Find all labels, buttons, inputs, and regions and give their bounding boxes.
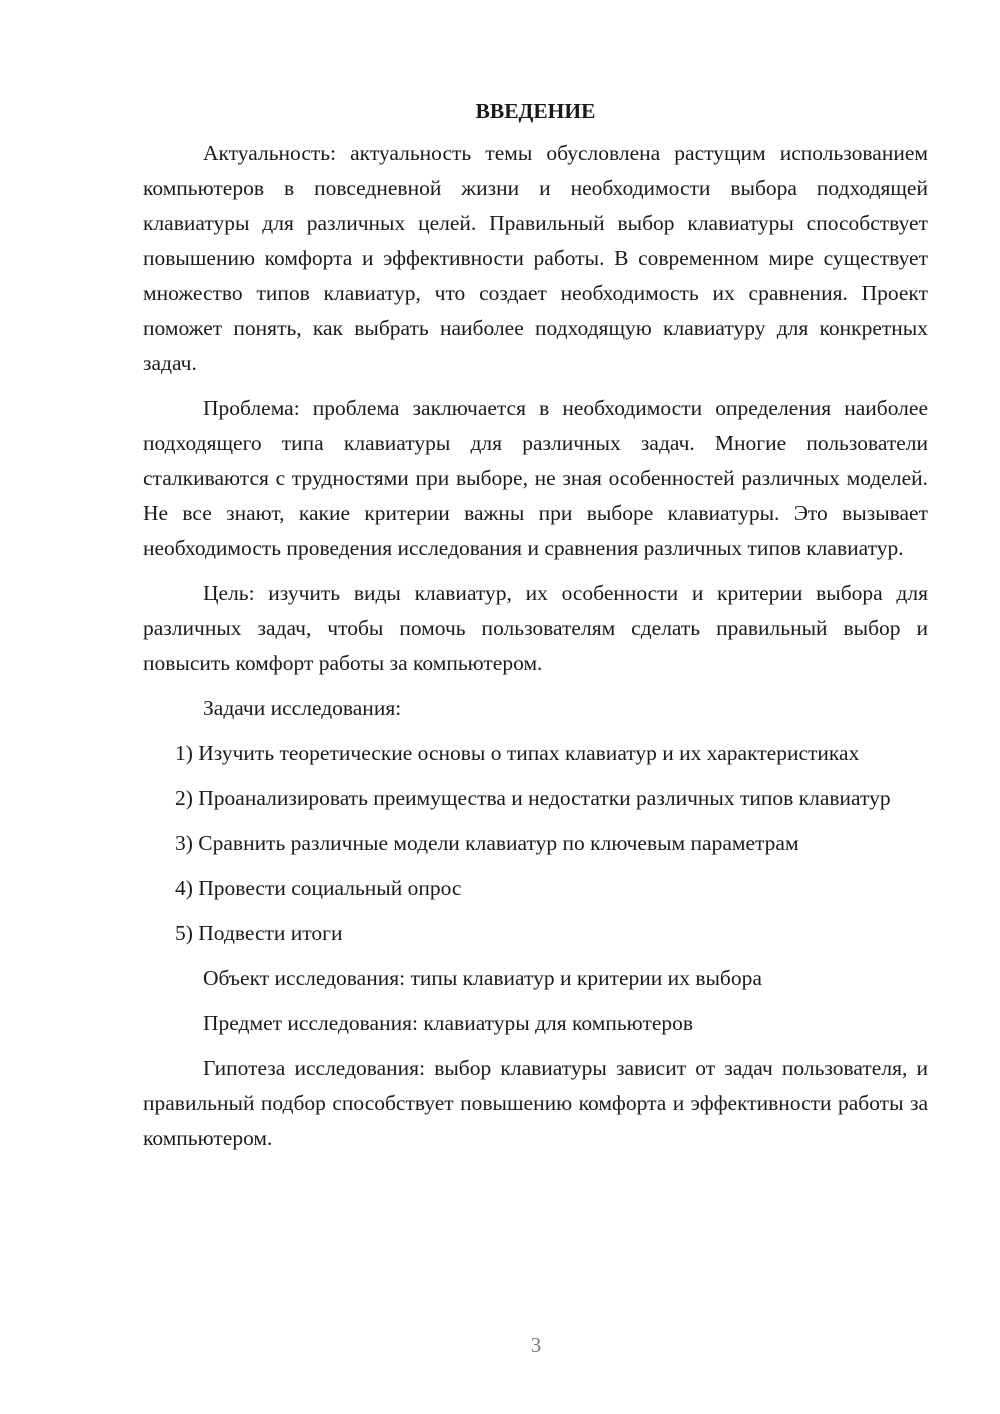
task-item-1: 1) Изучить теоретические основы о типах клавиатур и их характеристиках (175, 741, 860, 765)
tasks-heading: Задачи исследования: (203, 696, 402, 720)
task-item-3: 3) Сравнить различные модели клавиатур по ключевым параметрам (175, 831, 799, 855)
problem-paragraph: Проблема: проблема заключается в необходимости определения наиболее подходящего типа клавиатуры для различных задач. Многие пользователи сталкиваются с трудностями при выборе, не зная особенностей различных моделей. Не все знают, какие критерии важны при выборе клавиатуры. Это вызывает необходимость проведения исследования и сравнения различных типов клавиатур. (143, 396, 928, 560)
object-paragraph: Объект исследования: типы клавиатур и критерии их выбора (203, 966, 762, 990)
subject-paragraph: Предмет исследования: клавиатуры для компьютеров (203, 1011, 694, 1035)
task-item-4: 4) Провести социальный опрос (175, 876, 462, 900)
task-item-2: 2) Проанализировать преимущества и недостатки различных типов клавиатур (175, 786, 891, 810)
goal-paragraph: Цель: изучить виды клавиатур, их особенности и критерии выбора для различных задач, чтобы помочь пользователям сделать правильный выбор и повысить комфорт работы за компьютером. (143, 581, 928, 675)
hypothesis-paragraph: Гипотеза исследования: выбор клавиатуры зависит от задач пользователя, и правильный подбор способствует повышению комфорта и эффективности работы за компьютером. (143, 1056, 928, 1150)
task-item-5: 5) Подвести итоги (175, 921, 343, 945)
relevance-paragraph: Актуальность: актуальность темы обусловлена растущим использованием компьютеров в повседневной жизни и необходимости выбора подходящей клавиатуры для различных целей. Правильный выбор клавиатуры способствует повышению комфорта и эффективности работы. В современном мире существует множество типов клавиатур, что создает необходимость их сравнения. Проект поможет понять, как выбрать наиболее подходящую клавиатуру для конкретных задач. (143, 141, 928, 375)
page-content (143, 96, 928, 1156)
page-number: 3 (530, 1333, 542, 1357)
section-title: ВВЕДЕНИЕ (475, 99, 596, 123)
